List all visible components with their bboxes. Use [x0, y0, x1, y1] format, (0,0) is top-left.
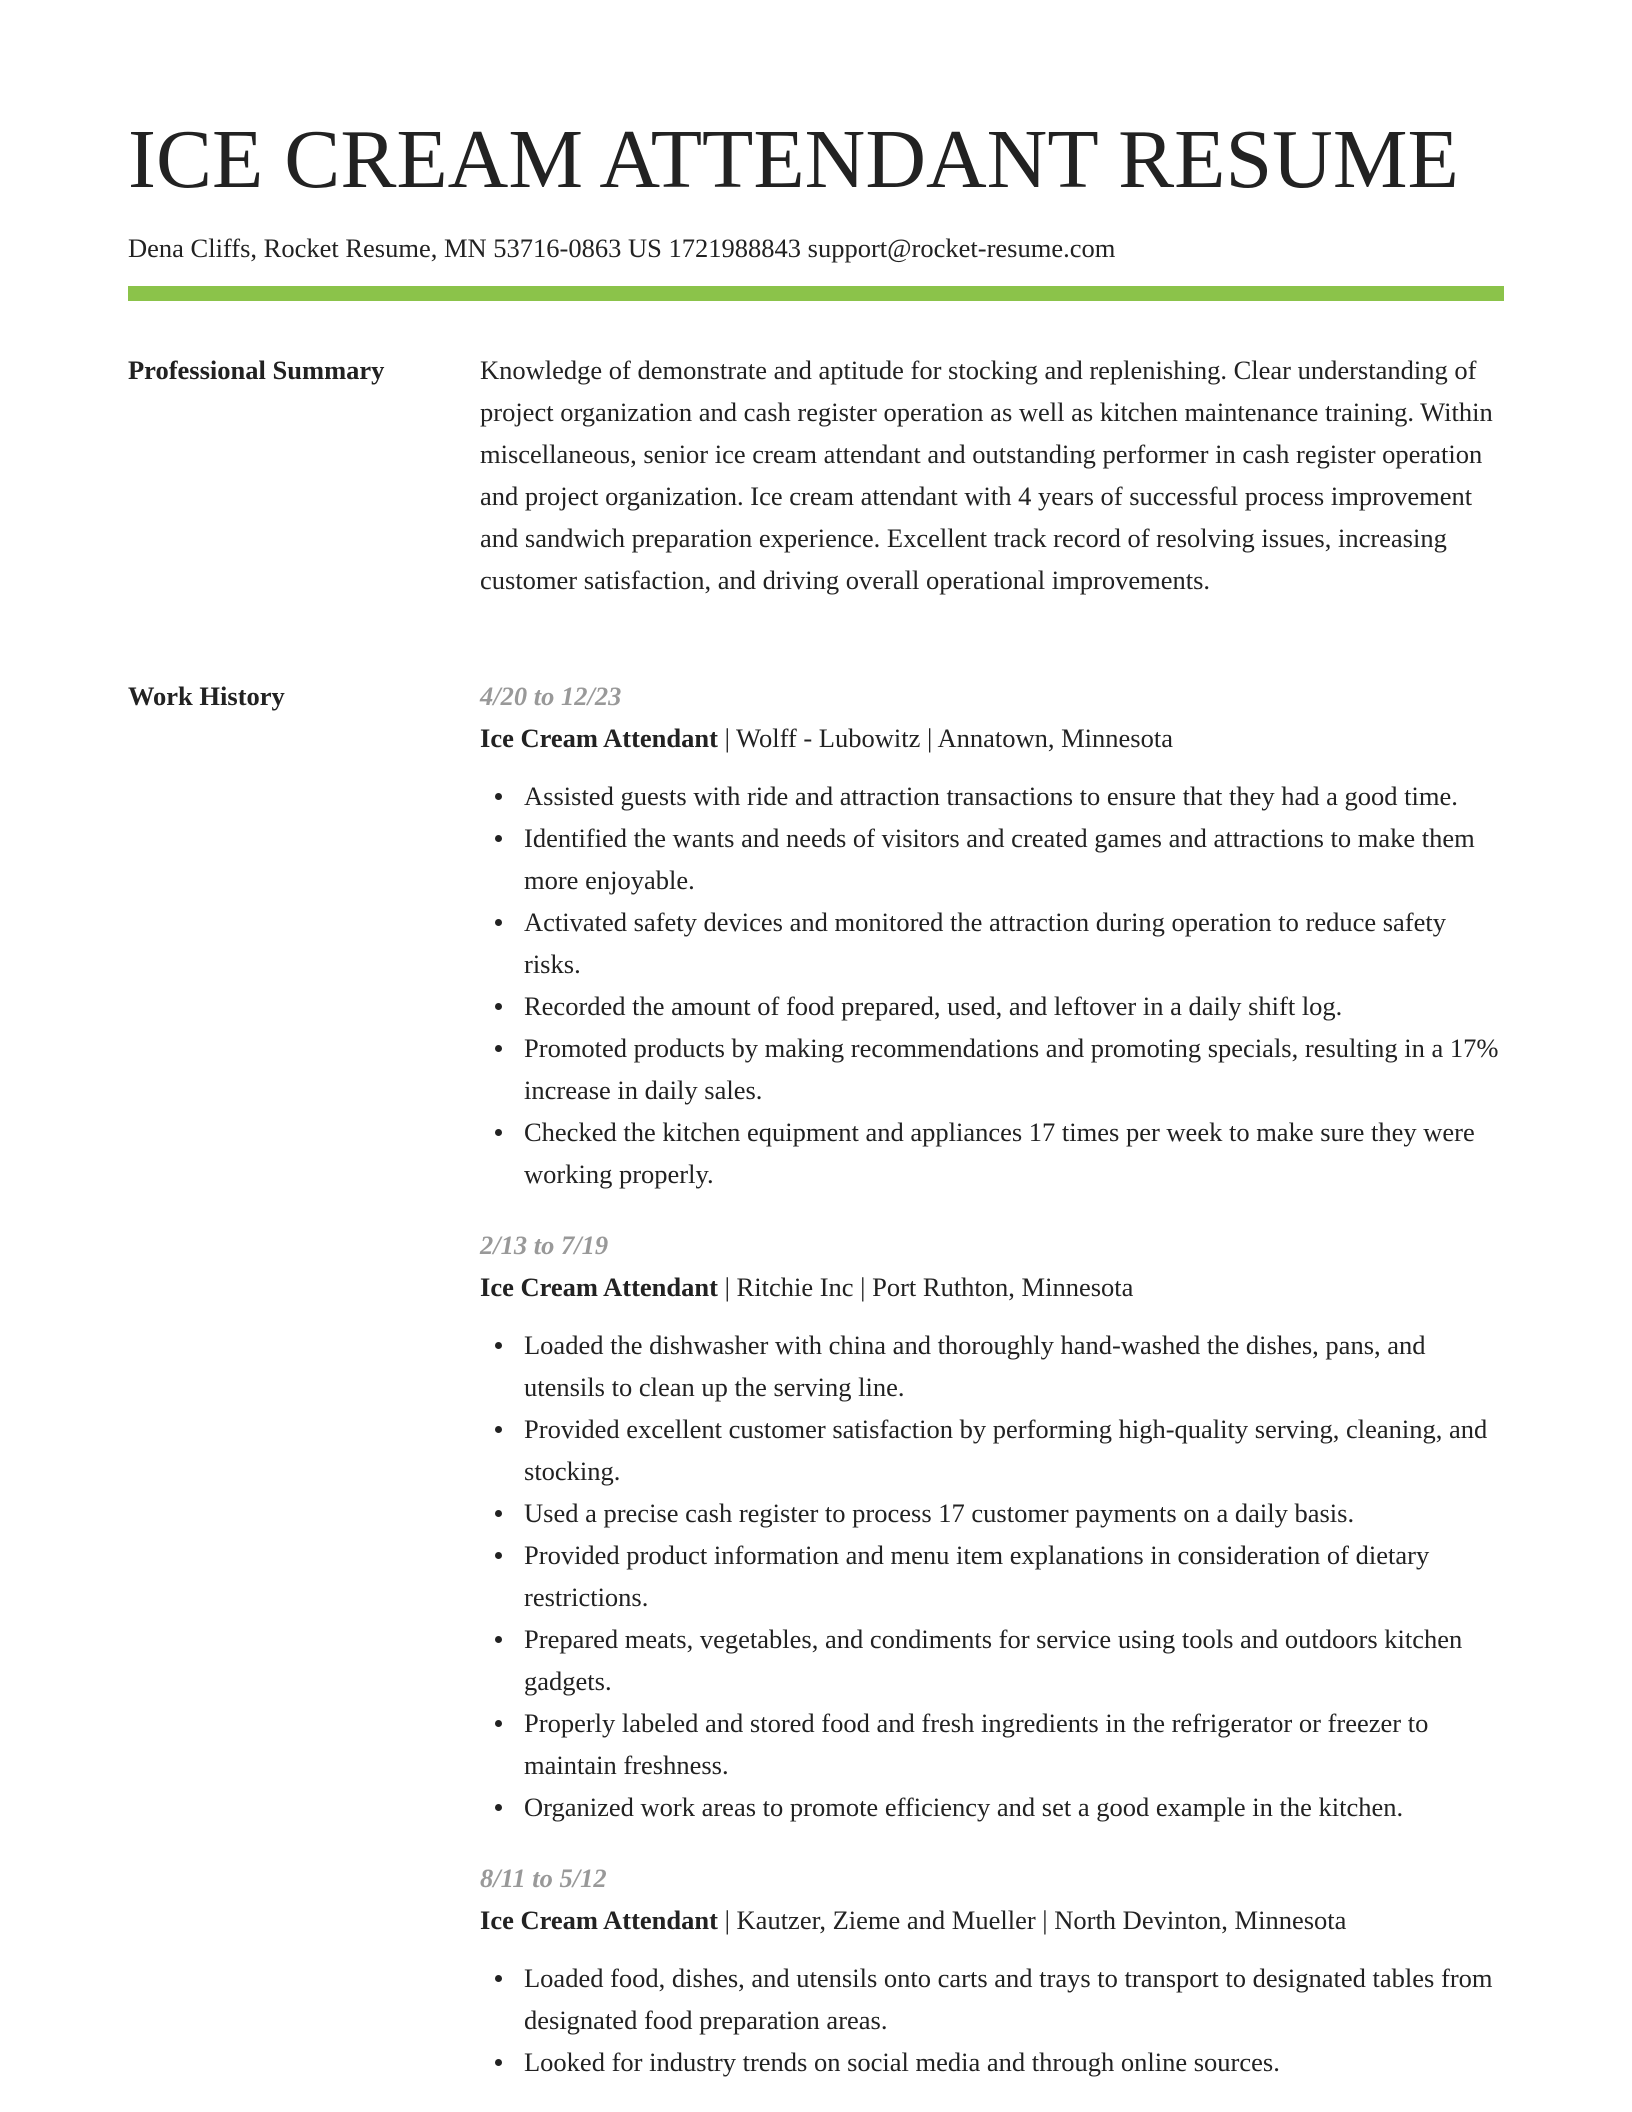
summary-body: [480, 349, 1504, 601]
contact-email: support@rocket-resume.com: [807, 233, 1116, 263]
job-duty-item: Organized work areas to promote efficiency and set a good example in the kitchen.: [524, 1786, 1504, 1828]
job-dates: 4/20 to 12/23: [480, 681, 622, 711]
job-duties-list: [480, 1957, 1504, 2083]
job-duty-item: Used a precise cash register to process 17 customer payments on a daily basis.: [524, 1492, 1504, 1534]
work-history-body: [480, 675, 1504, 2112]
job-employer-location: | Kautzer, Zieme and Mueller | North Devinton, Minnesota: [717, 1905, 1347, 1935]
job-duty-item: Loaded food, dishes, and utensils onto carts and trays to transport to designated tables from designated food preparation areas.: [524, 1957, 1504, 2041]
job-title: Ice Cream Attendant: [480, 1272, 718, 1302]
job-duty-item: Loaded the dishwasher with china and thoroughly hand-washed the dishes, pans, and utensils to clean up the serving line.: [524, 1324, 1504, 1408]
job-duties-list: [480, 775, 1504, 1195]
job-employer-location: | Ritchie Inc | Port Ruthton, Minnesota: [717, 1272, 1134, 1302]
job-duty-item: Provided product information and menu item explanations in consideration of dietary restrictions.: [524, 1534, 1504, 1618]
summary-text: Knowledge of demonstrate and aptitude for stocking and replenishing. Clear understanding of project organization and cash register operation as well as kitchen maintenance training. Within miscellaneous, senior ice cream attendant and outstanding performer in cash register operation and project organization. Ice cream attendant with 4 years of successful process improvement and sandwich preparation experience. Excellent track record of resolving issues, increasing customer satisfaction, and driving overall operational improvements.: [480, 355, 1493, 595]
job-duty-item: Provided excellent customer satisfaction by performing high-quality serving, cleaning, and stocking.: [524, 1408, 1504, 1492]
job-title-line: [480, 1266, 1504, 1308]
job-duty-item: Recorded the amount of food prepared, used, and leftover in a daily shift log.: [524, 985, 1504, 1027]
job-duty-item: Activated safety devices and monitored the attraction during operation to reduce safety risks.: [524, 901, 1504, 985]
job-dates: 2/13 to 7/19: [480, 1230, 609, 1260]
job-dates: 8/11 to 5/12: [480, 1863, 607, 1893]
job-employer-location: | Wolff - Lubowitz | Annatown, Minnesota: [717, 723, 1173, 753]
job-entry: [480, 1857, 1504, 2083]
job-entry: [480, 1224, 1504, 1828]
job-duty-item: Checked the kitchen equipment and appliances 17 times per week to make sure they were working properly.: [524, 1111, 1504, 1195]
header-divider: [128, 286, 1504, 301]
job-duty-item: Promoted products by making recommendations and promoting specials, resulting in a 17% increase in daily sales.: [524, 1027, 1504, 1111]
job-title-line: [480, 1899, 1504, 1941]
job-duty-item: Properly labeled and stored food and fresh ingredients in the refrigerator or freezer to maintain freshness.: [524, 1702, 1504, 1786]
contact-line: [128, 231, 1115, 265]
contact-phone: 1721988843: [668, 233, 802, 263]
resume-title: ICE CREAM ATTENDANT RESUME: [128, 113, 1459, 206]
job-duty-item: Prepared meats, vegetables, and condiments for service using tools and outdoors kitchen gadgets.: [524, 1618, 1504, 1702]
job-duty-item: Assisted guests with ride and attraction transactions to ensure that they had a good time.: [524, 775, 1504, 817]
job-entry: [480, 675, 1504, 1195]
job-duty-item: Identified the wants and needs of visitors and created games and attractions to make them more enjoyable.: [524, 817, 1504, 901]
job-duty-item: Looked for industry trends on social media and through online sources.: [524, 2041, 1504, 2083]
job-title: Ice Cream Attendant: [480, 1905, 718, 1935]
summary-heading: Professional Summary: [128, 355, 385, 385]
job-duties-list: [480, 1324, 1504, 1828]
contact-address: Dena Cliffs, Rocket Resume, MN 53716-0863 US: [128, 233, 662, 263]
work-history-heading: Work History: [128, 681, 285, 711]
job-title-line: [480, 717, 1504, 759]
job-title: Ice Cream Attendant: [480, 723, 718, 753]
